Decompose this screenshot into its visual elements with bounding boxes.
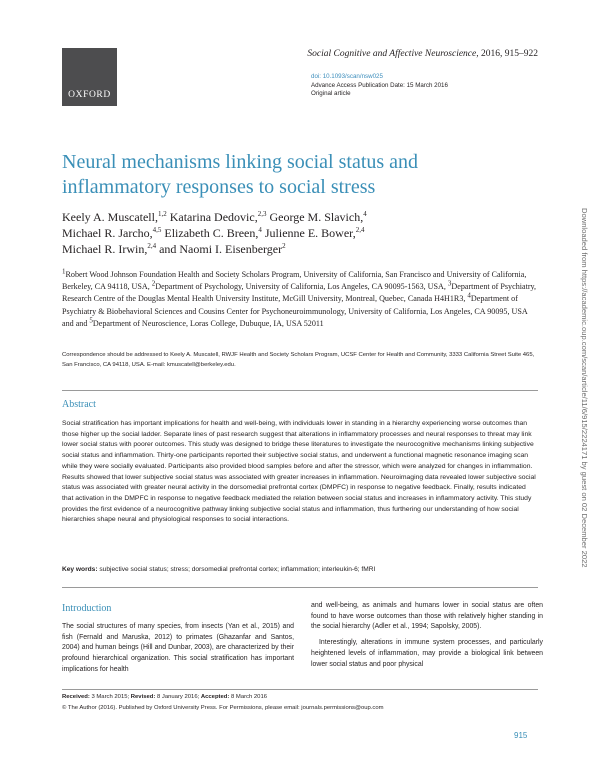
intro-paragraph: The social structures of many species, from insects (Yan et al., 2015) and fish (Fernald and Maruska, 2012) to primates (Ghazanfar and Santos, 2004) and human beings (Hill and Dunbar, 2003), are characterized by their profound hierarchical organization. This social stratification has important implications for health: [62, 623, 294, 673]
copyright-line: © The Author (2016). Published by Oxford University Press. For Permissions, please email: journals.permissions@oup.com: [62, 705, 384, 711]
article-type: Original article: [311, 90, 351, 98]
author: Michael R. Irwin,$^{2,4}$: [62, 242, 157, 256]
download-watermark-text: Downloaded from https://academic.oup.com/scan/article/11/6/915/2224171 by guest on 02 December 2022: [580, 208, 589, 568]
author: George M. Slavich,$^4$: [269, 210, 367, 224]
received-dates: Received: 3 March 2015; Revised: 8 January 2016; Accepted: 8 March 2016: [62, 694, 268, 700]
keywords-list: subjective social status; stress; dorsomedial prefrontal cortex; inflammation; interleukin-6; fMRI: [97, 566, 376, 573]
intro-paragraph: Interestingly, alterations in immune system processes, and particularly heightened levels of inflammation, may provide a biological link between lower social status and poor physical: [311, 639, 543, 668]
page-number: 915: [514, 731, 528, 740]
keywords-label: Key words:: [62, 566, 98, 573]
author: Julienne E. Bower,$^{2,4}$: [264, 226, 365, 240]
intro-paragraph: and well-being, as animals and humans lower in social status are often found to have worse outcomes than those with relatively higher standing in the social hierarchy (Adler et al., 1994; Sapolsky, 2005).: [311, 602, 543, 631]
abstract-text: Social stratification has important implications for health and well-being, with individuals lower in standing in a hierarchy experiencing worse outcomes than those higher up the social ladder. Separate lines of past research suggest that alterations in inflammatory processes and neural responses to threat may link lower social status with poorer outcomes. This study was designed to bridge these literatures to investigate the neurocognitive mechanisms linking subjective social status and inflammation. Thirty-one participants reported their subjective social status, and underwent a functional magnetic resonance imaging scan while they were socially evaluated. Participants also provided blood samples before and after the stressor, which were analyzed for changes in inflammation. Results showed that lower subjective social status was associated with greater increases in inflammation. Neuroimaging data revealed lower subjective social status was associated with greater neural activity in the dorsomedial prefrontal cortex (DMPFC) in response to negative feedback. Finally, results indicated that activation in the DMPFC in response to negative feedback mediated the relation between social status and increases in inflammatory activity. This study provides the first evidence of a neurocognitive pathway linking subjective social status and inflammation, thus furthering our understanding of how social hierarchies shape neural and physiological responses to social interactions.: [62, 420, 536, 524]
introduction-heading: Introduction: [62, 603, 112, 614]
affiliations: $^1$Robert Wood Johnson Foundation Health and Society Scholars Program, University of California, San Francisco and University of California, Berkeley, CA 94118, USA, $^2$Department of Psychology, University of California, Los Angeles, CA 90095-1563, USA, $^3$Department of Psychiatry, Research Centre of the Douglas Mental Health University Institute, McGill University, Montreal, Quebec, Canada H4H1R3, $^4$Department of Psychiatry & Biobehavioral Sciences and Cousins Center for Psychoneuroimmunology, University of California, Los Angeles, CA 90095, USA and and $^5$Department of Neuroscience, Loras College, Dubuque, IA, USA 52011: [62, 267, 537, 328]
advance-access-date: Advance Access Publication Date: 15 March 2016: [311, 81, 448, 89]
author-list: [62, 209, 532, 257]
author: and Naomi I. Eisenberger$^2$: [159, 242, 286, 256]
oxford-logo: [62, 48, 117, 106]
intro-column-left: [62, 622, 294, 676]
doi-link[interactable]: doi: 10.1093/scan/nsw025: [311, 73, 383, 80]
keywords: [62, 566, 538, 573]
journal-citation: [307, 49, 538, 59]
divider: [62, 587, 538, 588]
divider: [62, 390, 538, 391]
author: Elizabeth C. Breen,$^4$: [164, 226, 262, 240]
author: Keely A. Muscatell,$^{1,2}$: [62, 210, 167, 224]
abstract-heading: Abstract: [62, 399, 96, 410]
author: Michael R. Jarcho,$^{4,5}$: [62, 226, 162, 240]
article-title: Neural mechanisms linking social status and inflammatory responses to social stress: [62, 151, 419, 198]
oxford-logo-text: OXFORD: [68, 90, 111, 100]
author: Katarina Dedovic,$^{2,3}$: [169, 210, 267, 224]
correspondence-note: Correspondence should be addressed to Keely A. Muscatell, RWJF Health and Society Scholars Program, UCSF Center for Health and Community, 3333 California Street Suite 465, San Francisco, CA 94118, USA. E-mail: kmuscatell@berkeley.edu.: [62, 352, 535, 368]
divider: [62, 689, 538, 690]
intro-column-right: [311, 601, 543, 670]
journal-name: Social Cognitive and Affective Neuroscience,: [307, 49, 479, 59]
article-meta: [311, 73, 448, 99]
journal-year-pages: 2016, 915–922: [481, 49, 538, 59]
download-watermark: [573, 208, 593, 578]
